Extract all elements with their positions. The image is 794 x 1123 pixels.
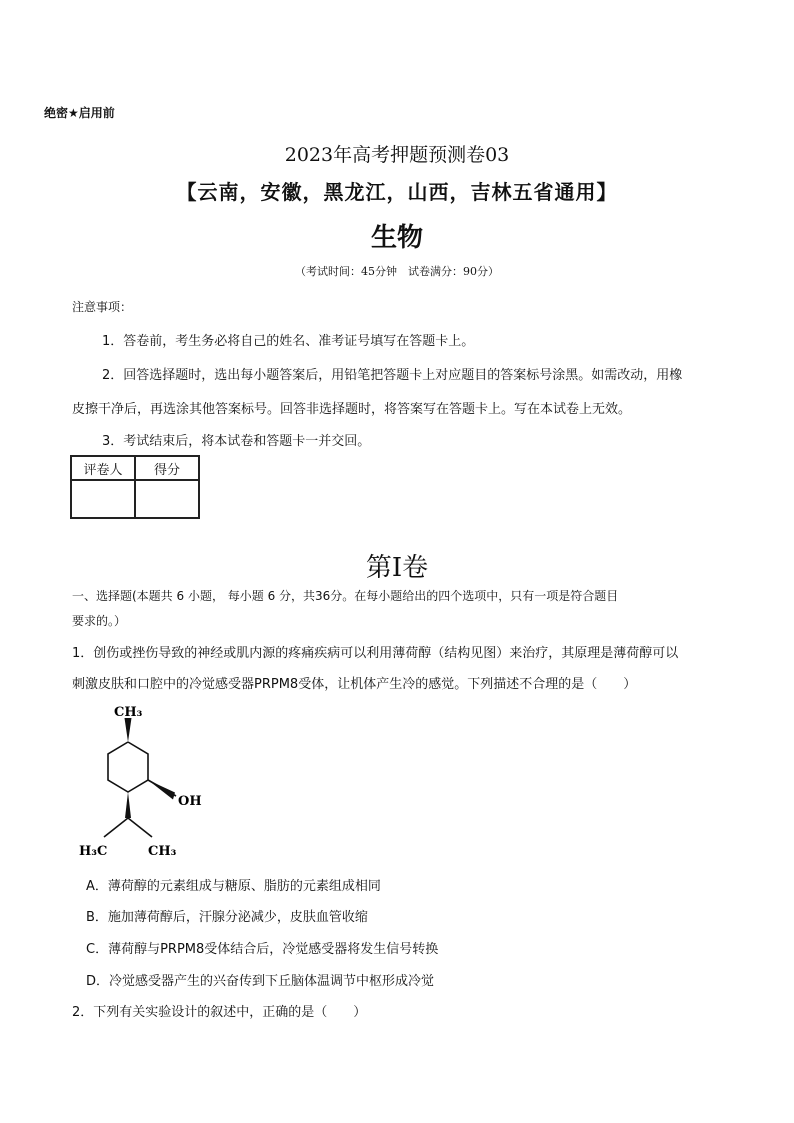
methyl-label-top: CH₃: [114, 705, 143, 720]
methyl-label-right: CH₃: [148, 844, 177, 859]
exam-info: （考试时间：45分钟 试卷满分：90分）: [295, 265, 499, 278]
section-instructions-line-2: 要求的。）: [72, 614, 127, 628]
notice-title: 注意事项：: [72, 300, 133, 314]
exam-title: 2023年高考押题预测卷03: [284, 144, 510, 166]
notice-item-2-line-1: 2．回答选择题时，选出每小题答案后，用铅笔把答题卡上对应题目的答案标号涂黑。如需改动，用橡: [102, 368, 683, 383]
question-1-line-2: 刺激皮肤和口腔中的冷觉感受器PRPM8受体，让机体产生冷的感觉。下列描述不合理的是（ ）: [72, 677, 637, 692]
question-1-option-d: D．冷觉感受器产生的兴奋传到下丘脑体温调节中枢形成冷觉: [86, 974, 435, 989]
notice-item-3: 3．考试结束后，将本试卷和答题卡一并交回。: [102, 434, 371, 449]
menthol-structure-diagram: [74, 700, 214, 865]
hydroxyl-label: OH: [178, 794, 202, 809]
grader-cell[interactable]: [71, 480, 135, 518]
question-1-option-a: A．薄荷醇的元素组成与糖原、脂肪的元素组成相同: [86, 879, 381, 894]
question-1-option-b: B．施加薄荷醇后，汗腺分泌减少，皮肤血管收缩: [86, 910, 368, 925]
methyl-label-left: H₃C: [79, 844, 108, 859]
score-header: 得分: [135, 456, 199, 480]
notice-item-1: 1．答卷前，考生务必将自己的姓名、准考证号填写在答题卡上。: [102, 334, 475, 349]
section-instructions-line-1: 一、选择题(本题共 6 小题， 每小题 6 分，共36分。在每小题给出的四个选项中，只有一项是符合题目: [72, 589, 619, 603]
score-cell[interactable]: [135, 480, 199, 518]
question-1-line-1: 1．创伤或挫伤导致的神经或肌内源的疼痛疾病可以利用薄荷醇（结构见图）来治疗，其原理是薄荷醇可以: [72, 646, 679, 661]
question-2-line-1: 2．下列有关实验设计的叙述中，正确的是（ ）: [72, 1005, 367, 1020]
question-1-option-c: C．薄荷醇与PRPM8受体结合后，冷觉感受器将发生信号转换: [86, 942, 439, 957]
part-title: 第Ⅰ卷: [365, 553, 429, 583]
subject-title: 生物: [370, 223, 423, 253]
confidential-label: 绝密★启用前: [44, 106, 115, 120]
notice-item-2-line-2: 皮擦干净后，再选涂其他答案标号。回答非选择题时，将答案写在答题卡上。写在本试卷上无效。: [72, 402, 632, 417]
exam-subtitle: 【云南，安徽，黑龙江，山西，吉林五省通用】: [176, 180, 618, 204]
score-table: [70, 455, 200, 519]
grader-header: 评卷人: [71, 456, 135, 480]
